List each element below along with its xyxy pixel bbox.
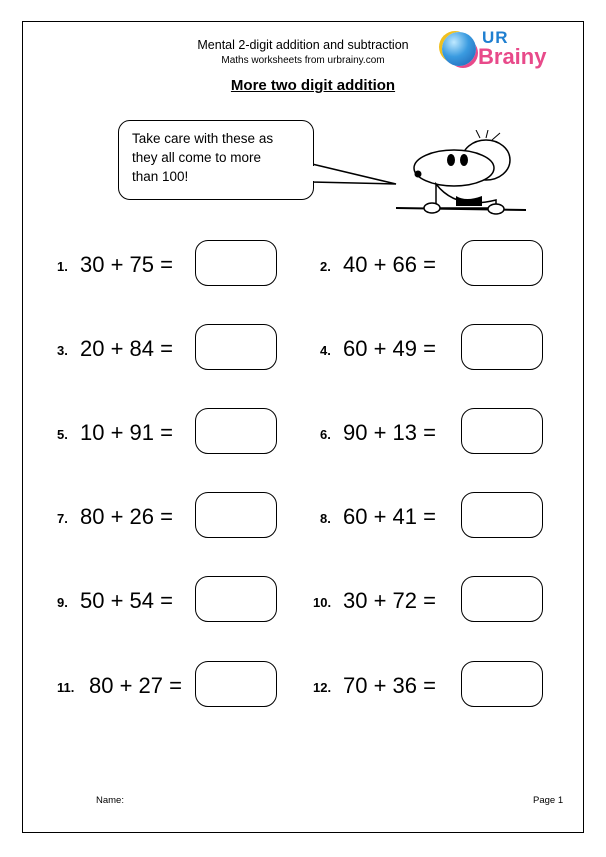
answer-box[interactable] xyxy=(195,408,277,454)
mouse-illustration xyxy=(396,130,526,225)
question-number: 4. xyxy=(320,343,331,358)
speech-bubble-text xyxy=(132,129,307,186)
question-expression: 30 + 75 = xyxy=(80,252,173,277)
answer-box[interactable] xyxy=(195,661,277,707)
question-expression: 80 + 26 = xyxy=(80,504,173,529)
answer-box[interactable] xyxy=(461,408,543,454)
question-expression: 80 + 27 = xyxy=(89,673,182,698)
answer-box[interactable] xyxy=(195,492,277,538)
answer-box[interactable] xyxy=(461,240,543,286)
answer-box[interactable] xyxy=(461,576,543,622)
speech-line-1: Take care with these as xyxy=(132,131,274,146)
question-expression: 60 + 41 = xyxy=(343,504,436,529)
question-number: 6. xyxy=(320,427,331,442)
question-expression: 90 + 13 = xyxy=(343,420,436,445)
answer-box[interactable] xyxy=(461,661,543,707)
worksheet-series-title: Mental 2-digit addition and subtraction xyxy=(197,38,409,52)
question-expression: 50 + 54 = xyxy=(80,588,173,613)
answer-box[interactable] xyxy=(461,324,543,370)
answer-box[interactable] xyxy=(461,492,543,538)
question-number: 9. xyxy=(57,595,68,610)
worksheet-source: Maths worksheets from urbrainy.com xyxy=(221,55,385,66)
question-expression: 30 + 72 = xyxy=(343,588,436,613)
question-number: 11. xyxy=(57,680,75,695)
page-title: More two digit addition xyxy=(230,77,396,94)
answer-box[interactable] xyxy=(195,324,277,370)
speech-line-2: they all come to more xyxy=(132,150,262,165)
question-number: 7. xyxy=(57,511,68,526)
question-number: 8. xyxy=(320,511,331,526)
question-number: 1. xyxy=(57,259,68,274)
question-number: 12. xyxy=(313,680,332,695)
question-number: 2. xyxy=(320,259,331,274)
answer-box[interactable] xyxy=(195,576,277,622)
name-label: Name: xyxy=(96,795,124,806)
question-number: 5. xyxy=(57,427,68,442)
question-expression: 10 + 91 = xyxy=(80,420,173,445)
question-expression: 20 + 84 = xyxy=(80,336,173,361)
question-number: 10. xyxy=(313,595,332,610)
speech-line-3: than 100! xyxy=(132,169,189,184)
question-expression: 40 + 66 = xyxy=(343,252,436,277)
logo-brainy-text: Brainy xyxy=(478,44,547,69)
question-expression: 70 + 36 = xyxy=(343,673,436,698)
answer-box[interactable] xyxy=(195,240,277,286)
question-number: 3. xyxy=(57,343,68,358)
question-expression: 60 + 49 = xyxy=(343,336,436,361)
logo-ur-text: UR xyxy=(482,28,509,47)
page-number: Page 1 xyxy=(533,795,564,806)
